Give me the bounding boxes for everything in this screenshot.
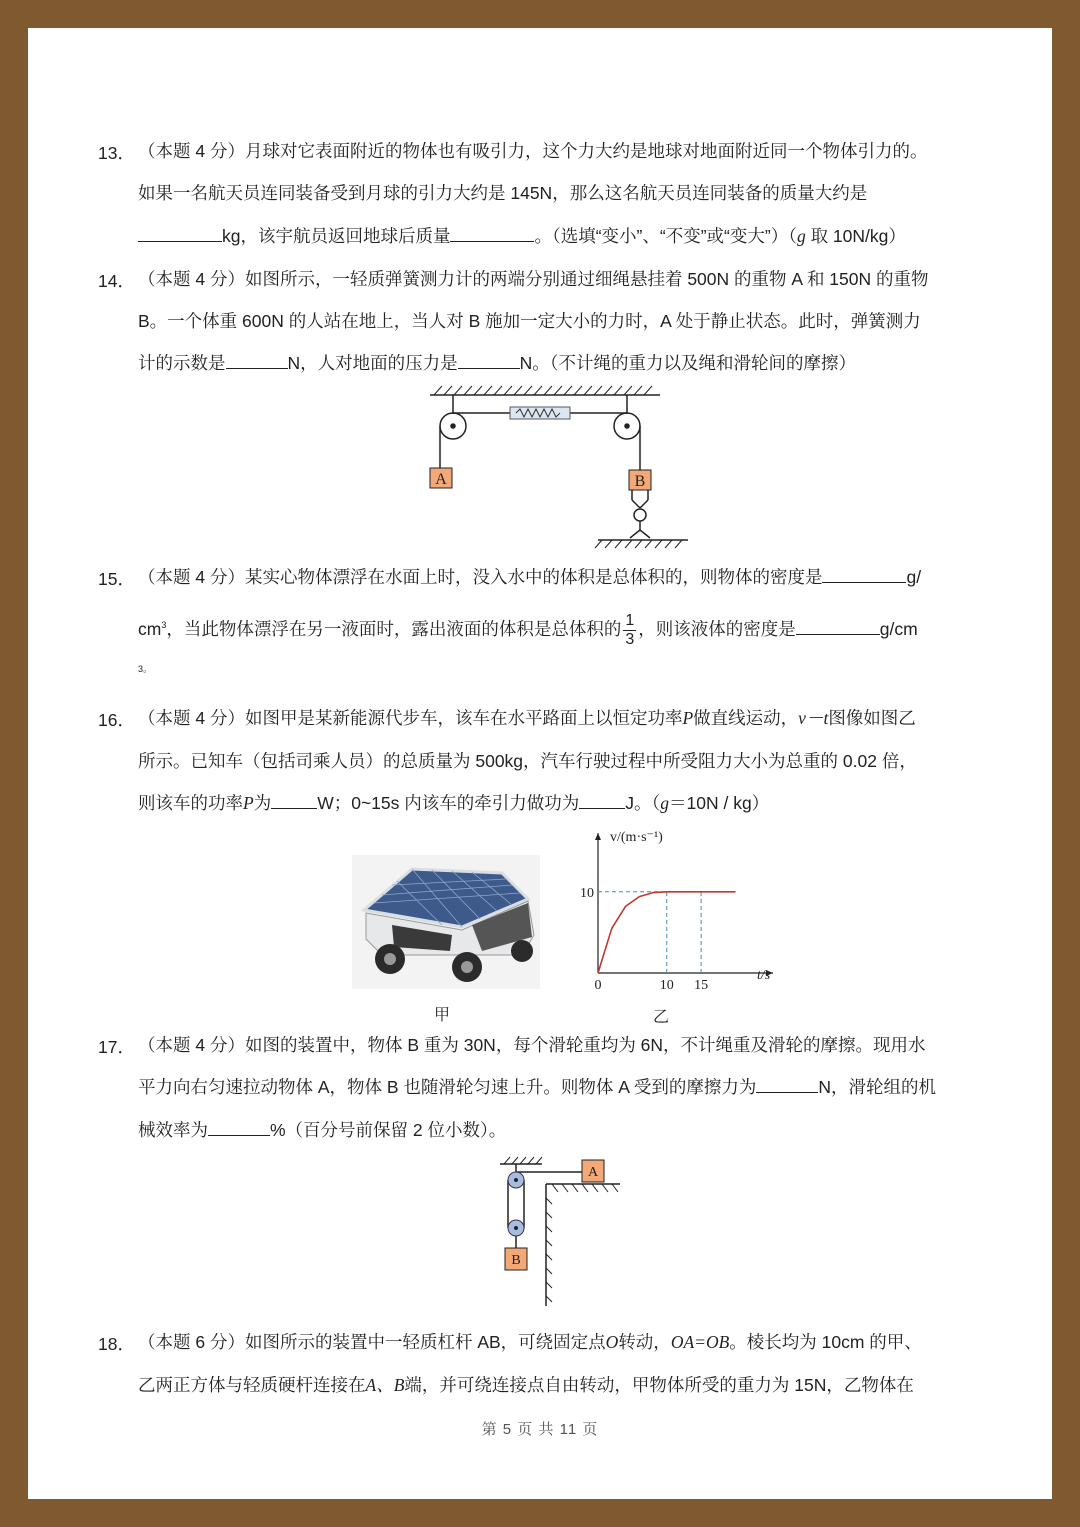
figure-label-b: B xyxy=(511,1253,521,1268)
answer-blank[interactable] xyxy=(822,566,906,583)
question-15-line-2: $cm^3$，当此物体漂浮在另一液面时，露出液面的体积是总体积的 $\frac{1}{3}$ ，则该液体的密度是 g/cm xyxy=(138,611,918,648)
pulley-block-figure xyxy=(496,1152,626,1312)
question-13-line-1: （本题 4 分）月球对它表面附近的物体也有吸引力，这个力大约是地球对地面附近同一个物体引力的。 xyxy=(138,141,928,161)
answer-blank[interactable] xyxy=(208,1119,270,1136)
velocity-curve xyxy=(598,892,736,973)
question-13-line-3: kg，该宇航员返回地球后质量 。（选填“变小”、“不变”或“变大”）（g 取 10N/kg） xyxy=(138,225,906,247)
figure-label-a: A xyxy=(587,1165,599,1180)
figure-label-a: A xyxy=(435,471,447,488)
page-footer: 第 5 页 共 11 页 xyxy=(481,1421,599,1438)
solar-car-photo xyxy=(352,855,540,989)
caption-jia: 甲 xyxy=(434,1007,451,1024)
question-14-line-1: （本题 4 分）如图所示，一轻质弹簧测力计的两端分别通过细绳悬挂着 500N 的重物 A 和 150N 的重物 xyxy=(138,269,929,289)
caption-yi: 乙 xyxy=(653,1009,670,1026)
person-figure xyxy=(595,490,688,548)
question-15-line-1: （本题 4 分）某实心物体漂浮在水面上时，没入水中的体积是总体积的，则物体的密度是 g/ xyxy=(138,567,922,587)
answer-blank[interactable] xyxy=(450,225,534,242)
question-17-line-3: 械效率为 %（百分号前保留 2 位小数）。 xyxy=(138,1120,507,1140)
x-tick-label: 0 xyxy=(594,978,602,993)
question-18-line-2: 乙两正方体与轻质硬杆连接在A、B端，并可绕连接点自由转动，甲物体所受的重力为 15N，乙物体在 xyxy=(138,1375,914,1395)
velocity-time-chart xyxy=(566,826,776,994)
figure-label-b: B xyxy=(634,473,646,490)
question-14-number: 14． xyxy=(98,271,135,291)
fraction-one-third: $\frac{1}{3}$ xyxy=(625,611,635,648)
question-14-line-2: B。一个体重 600N 的人站在地上，当人对 B 施加一定大小的力时，A 处于静止状态。此时，弹簧测力 xyxy=(138,311,921,331)
question-15-line-3: 3。 xyxy=(138,664,153,674)
question-14-line-3: 计的示数是 N，人对地面的压力是 N。（不计绳的重力以及绳和滑轮间的摩擦） xyxy=(138,353,857,373)
question-18-number: 18． xyxy=(98,1334,135,1354)
answer-blank[interactable] xyxy=(756,1076,818,1093)
question-18-line-1: （本题 6 分）如图所示的装置中一轻质杠杆 AB，可绕固定点O转动，OA=OB。棱长均为 10cm 的甲、 xyxy=(138,1332,922,1352)
question-17-number: 17． xyxy=(98,1037,135,1057)
x-tick-label: 10 xyxy=(659,978,674,993)
answer-blank[interactable] xyxy=(226,352,288,369)
question-16-line-1: （本题 4 分）如图甲是某新能源代步车，该车在水平路面上以恒定功率P做直线运动，v－t图像如图乙 xyxy=(138,708,916,728)
answer-blank[interactable] xyxy=(458,352,520,369)
x-tick-label: 15 xyxy=(694,978,709,993)
question-17-line-1: （本题 4 分）如图的装置中，物体 B 重为 30N，每个滑轮重均为 6N，不计绳重及滑轮的摩擦。现用水 xyxy=(138,1035,926,1055)
question-16-line-3: 则该车的功率P为 W；0~15s 内该车的牵引力做功为 J。（g＝10N / kg） xyxy=(138,793,770,813)
y-tick-label: 10 xyxy=(580,885,594,901)
question-17-line-2: 平力向右匀速拉动物体 A，物体 B 也随滑轮匀速上升。则物体 A 受到的摩擦力为 N，滑轮组的机 xyxy=(138,1077,936,1097)
answer-blank[interactable] xyxy=(579,792,625,809)
answer-blank[interactable] xyxy=(796,618,880,635)
question-15-number: 15． xyxy=(98,569,135,589)
question-13-number: 13． xyxy=(98,143,135,163)
x-axis-label: t/s xyxy=(757,968,771,983)
question-13-line-2: 如果一名航天员连同装备受到月球的引力大约是 145N，那么这名航天员连同装备的质量大约是 xyxy=(138,183,868,203)
question-16-line-2: 所示。已知车（包括司乘人员）的总质量为 500kg，汽车行驶过程中所受阻力大小为总重的 0.02 倍， xyxy=(138,751,917,771)
answer-blank[interactable] xyxy=(138,225,222,242)
question-16-number: 16． xyxy=(98,710,135,730)
spring-scale-pulley-figure xyxy=(420,380,700,552)
answer-blank[interactable] xyxy=(271,792,317,809)
y-axis-arrow xyxy=(595,833,601,840)
y-axis-label: v/(m·s⁻¹) xyxy=(610,830,663,845)
